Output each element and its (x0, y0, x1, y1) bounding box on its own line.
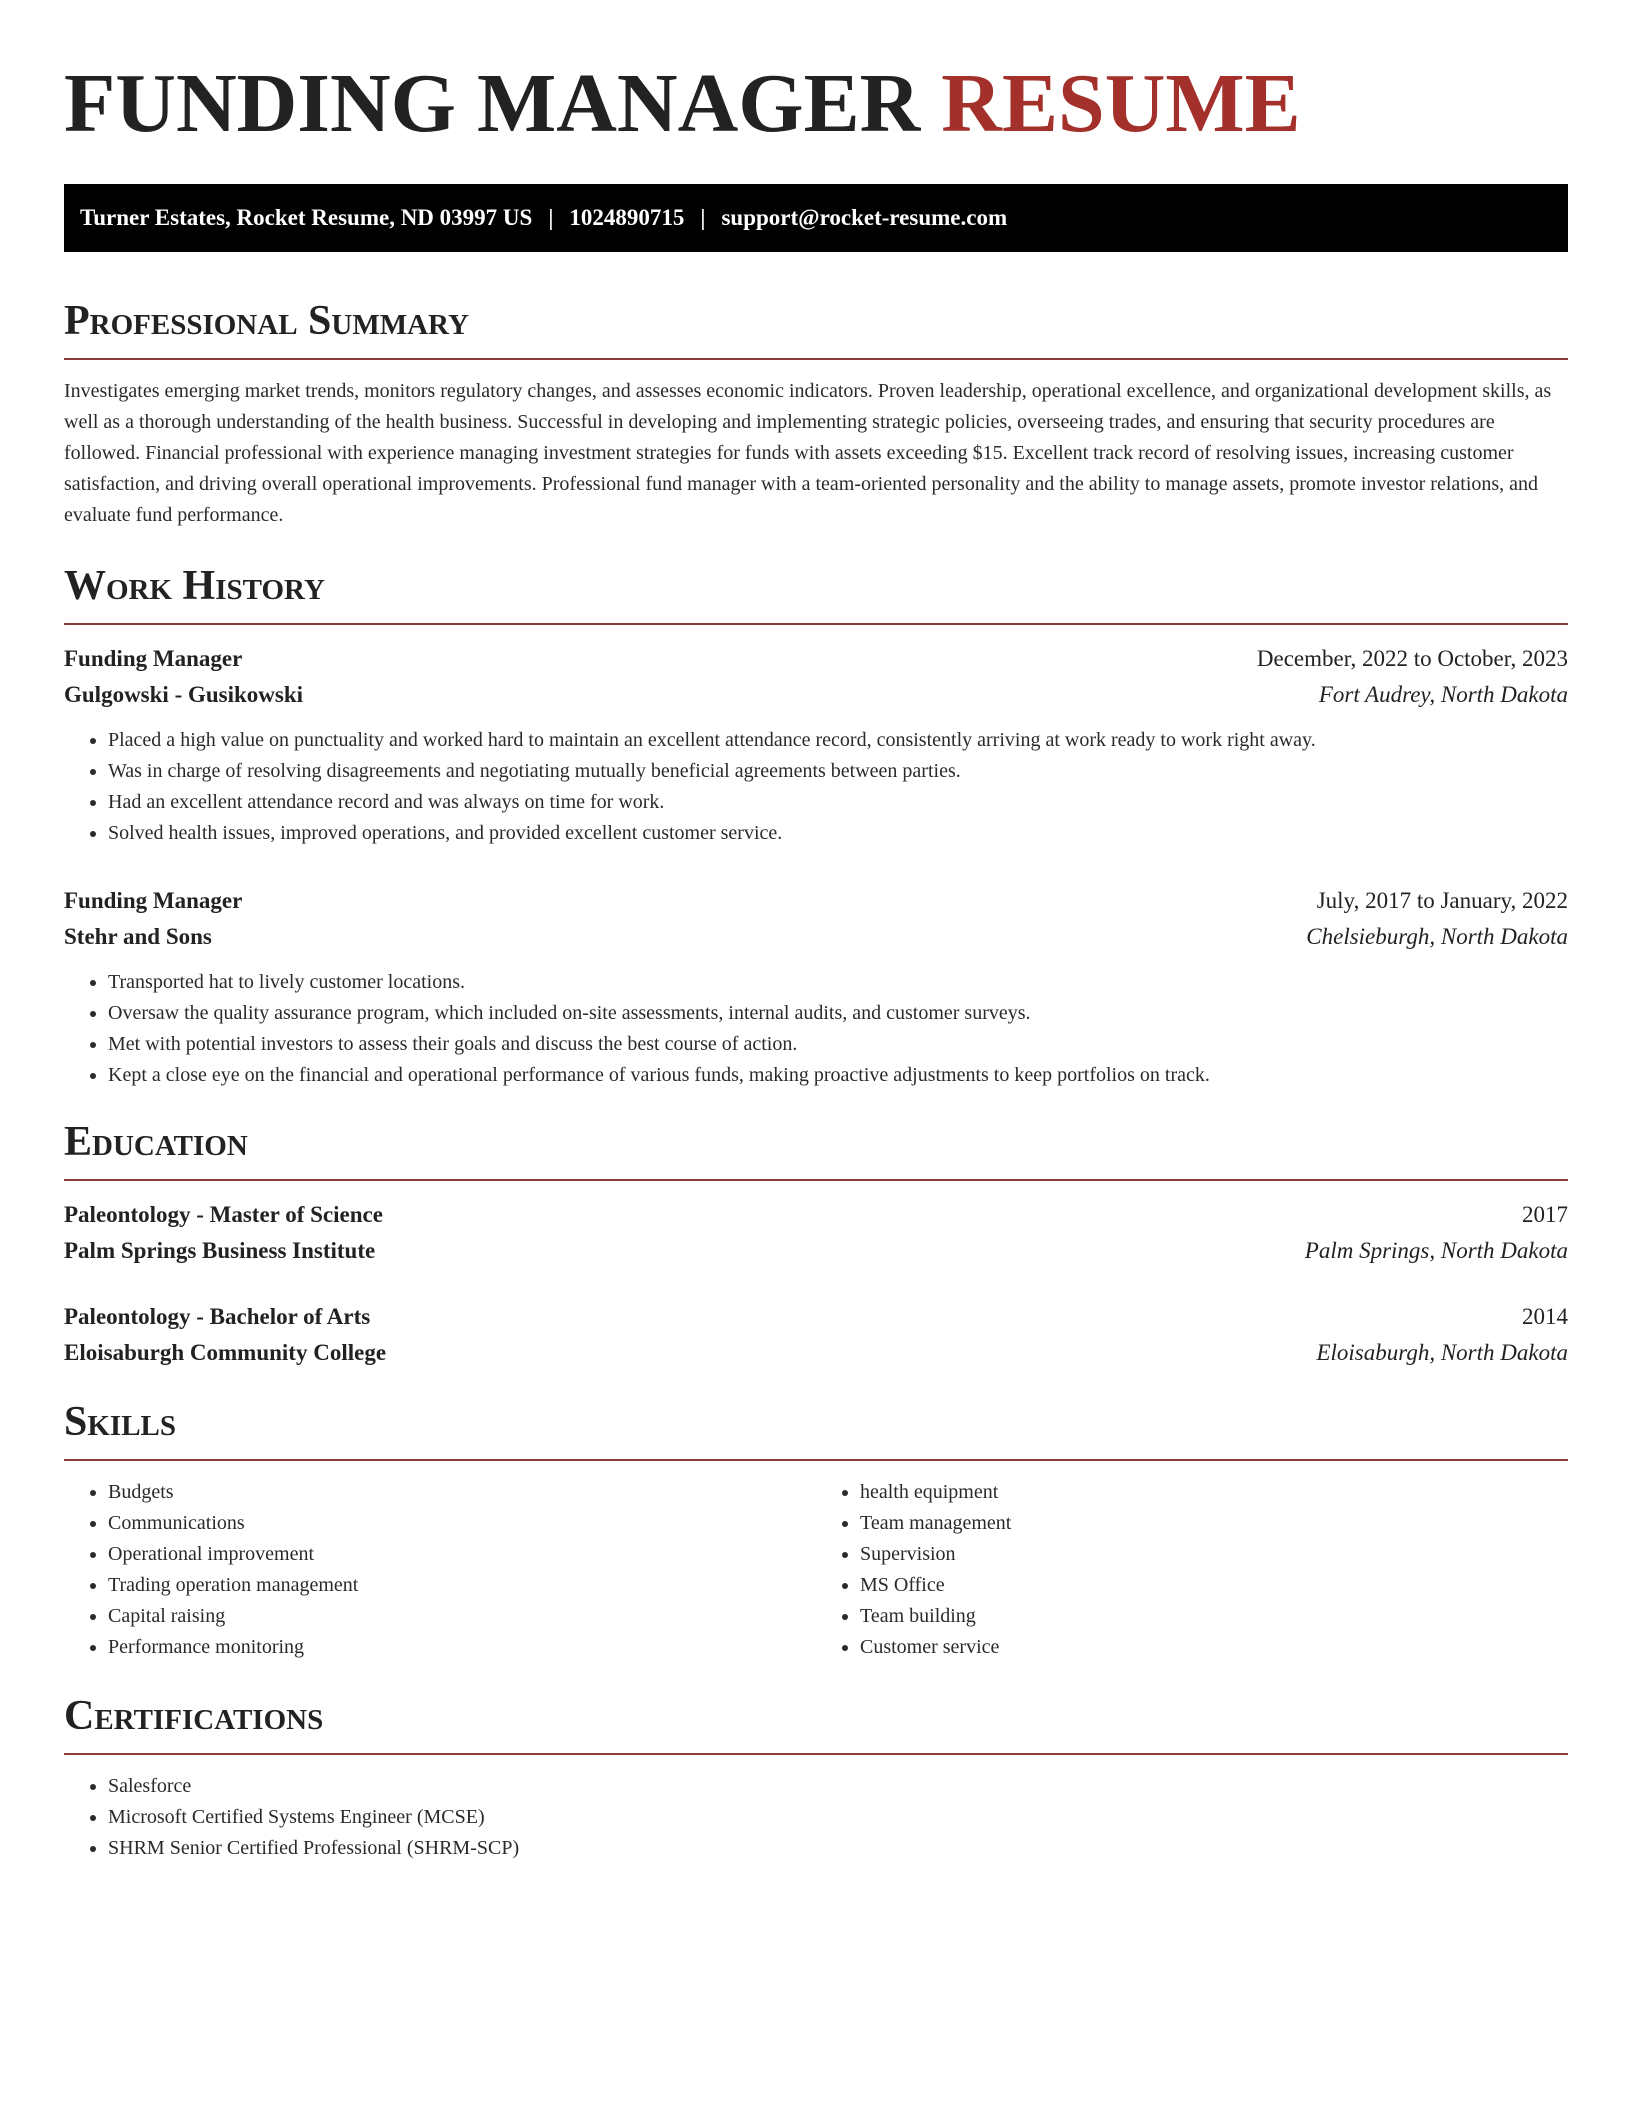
contact-address: Turner Estates, Rocket Resume, ND 03997 US (80, 205, 533, 230)
education-school-row (64, 1335, 1568, 1371)
certifications-section (64, 1691, 1568, 1864)
skills-section (64, 1397, 1568, 1663)
education-location: Palm Springs, North Dakota (1304, 1238, 1568, 1263)
education-year: 2017 (1522, 1202, 1568, 1227)
list-item: • Customer service (860, 1632, 1568, 1663)
section-divider (64, 1459, 1568, 1461)
certifications-list (64, 1771, 1568, 1864)
education-section (64, 1117, 1568, 1371)
list-item: • Trading operation management (108, 1570, 816, 1601)
job-company: Stehr and Sons (64, 924, 212, 949)
list-item: • Oversaw the quality assurance program, which included on-site assessments, internal audits, and customer surveys. (108, 998, 1568, 1029)
section-divider (64, 623, 1568, 625)
job-entry (64, 641, 1568, 849)
education-heading: Education (64, 1119, 248, 1165)
education-school-row (64, 1233, 1568, 1269)
list-item: • Performance monitoring (108, 1632, 816, 1663)
section-divider (64, 1179, 1568, 1181)
education-school: Palm Springs Business Institute (64, 1238, 376, 1263)
contact-email: support@rocket-resume.com (721, 205, 1008, 230)
list-item: • health equipment (860, 1477, 1568, 1508)
job-location: Chelsieburgh, North Dakota (1306, 924, 1568, 949)
education-location: Eloisaburgh, North Dakota (1316, 1340, 1568, 1365)
list-item: • Salesforce (108, 1771, 1568, 1802)
education-degree-row (64, 1197, 1568, 1233)
list-item: • Operational improvement (108, 1539, 816, 1570)
education-degree: Paleontology - Master of Science (64, 1202, 383, 1227)
resume-title (64, 56, 1568, 152)
job-location: Fort Audrey, North Dakota (1318, 682, 1568, 707)
contact-separator: | (548, 205, 554, 230)
education-degree: Paleontology - Bachelor of Arts (64, 1304, 371, 1329)
summary-text: Investigates emerging market trends, monitors regulatory changes, and assesses economic indicators. Proven leadership, operational excellence, and organizational development skills, as well as a thorough understanding of the health business. Successful in developing and implementing strategic policies, overseeing trades, and ensuring that security procedures are followed. Financial professional with experience managing investment strategies for funds with assets exceeding $15. Excellent track record of resolving issues, increasing customer satisfaction, and driving overall operational improvements. Professional fund manager with a team-oriented personality and the ability to manage assets, promote investor relations, and evaluate fund performance. (64, 380, 1552, 526)
job-company: Gulgowski - Gusikowski (64, 682, 304, 707)
work-history-section (64, 561, 1568, 1091)
contact-separator: | (700, 205, 706, 230)
job-company-row (64, 677, 1568, 713)
list-item: • Supervision (860, 1539, 1568, 1570)
list-item: • Kept a close eye on the financial and operational performance of various funds, making proactive adjustments to keep portfolios on track. (108, 1060, 1568, 1091)
list-item: • Team building (860, 1601, 1568, 1632)
skills-grid (64, 1477, 1568, 1663)
job-bullets (64, 967, 1568, 1091)
contact-phone: 1024890715 (569, 205, 685, 230)
job-company-row (64, 919, 1568, 955)
job-header-row (64, 641, 1568, 677)
education-entry (64, 1299, 1568, 1371)
list-item: • Met with potential investors to assess their goals and discuss the best course of action. (108, 1029, 1568, 1060)
job-dates: December, 2022 to October, 2023 (1256, 646, 1568, 671)
list-item: • Team management (860, 1508, 1568, 1539)
work-history-heading: Work History (64, 563, 325, 609)
list-item: • Capital raising (108, 1601, 816, 1632)
skills-heading: Skills (64, 1399, 177, 1445)
list-item: • Placed a high value on punctuality and worked hard to maintain an excellent attendance record, consistently arriving at work ready to work right away. (108, 725, 1568, 756)
summary-heading: Professional Summary (64, 298, 469, 344)
certifications-heading: Certifications (64, 1693, 324, 1739)
job-dates: July, 2017 to January, 2022 (1316, 888, 1568, 913)
education-degree-row (64, 1299, 1568, 1335)
job-entry (64, 883, 1568, 1091)
job-title: Funding Manager (64, 888, 243, 913)
list-item: • MS Office (860, 1570, 1568, 1601)
contact-bar (64, 184, 1568, 252)
education-year: 2014 (1522, 1304, 1568, 1329)
skills-list-left (64, 1477, 816, 1663)
title-main: FUNDING MANAGER (64, 57, 921, 150)
education-entry (64, 1197, 1568, 1269)
skills-list-right (816, 1477, 1568, 1663)
education-school: Eloisaburgh Community College (64, 1340, 387, 1365)
section-divider (64, 1753, 1568, 1755)
list-item: • Transported hat to lively customer locations. (108, 967, 1568, 998)
list-item: • Communications (108, 1508, 816, 1539)
section-divider (64, 358, 1568, 360)
list-item: • Had an excellent attendance record and was always on time for work. (108, 787, 1568, 818)
list-item: • Budgets (108, 1477, 816, 1508)
job-header-row (64, 883, 1568, 919)
list-item: • Microsoft Certified Systems Engineer (MCSE) (108, 1802, 1568, 1833)
job-bullets (64, 725, 1568, 849)
list-item: • Solved health issues, improved operations, and provided excellent customer service. (108, 818, 1568, 849)
summary-section (64, 296, 1568, 531)
title-accent: RESUME (941, 57, 1301, 150)
list-item: • SHRM Senior Certified Professional (SHRM-SCP) (108, 1833, 1568, 1864)
list-item: • Was in charge of resolving disagreements and negotiating mutually beneficial agreements between parties. (108, 756, 1568, 787)
job-title: Funding Manager (64, 646, 243, 671)
